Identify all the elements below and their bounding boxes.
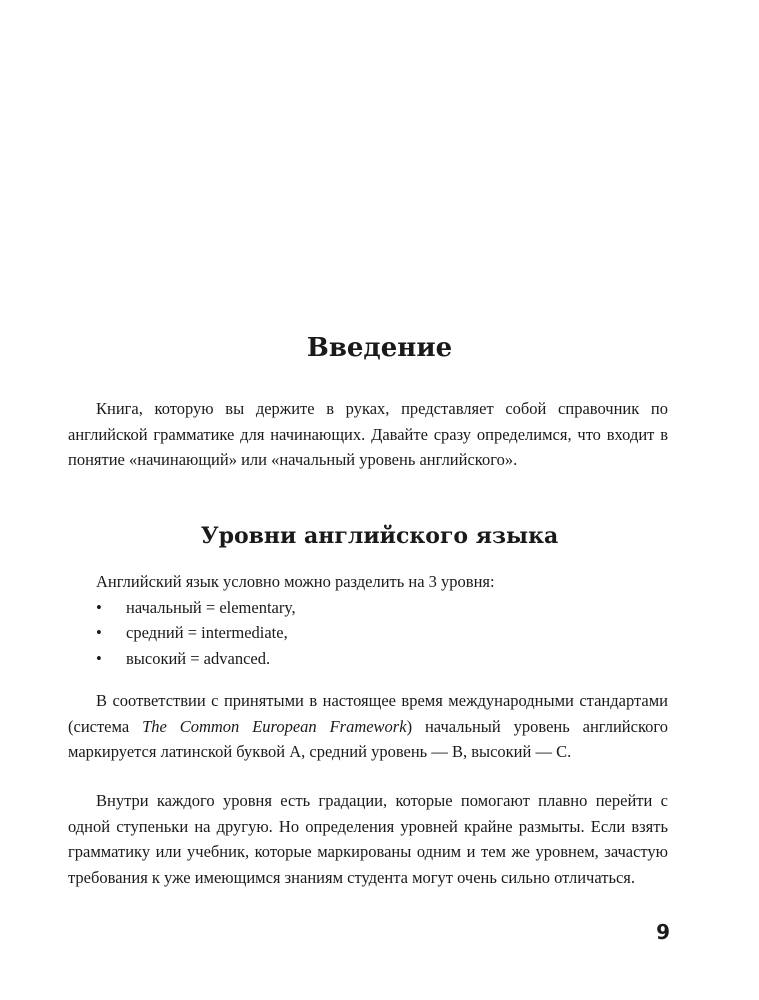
chapter-title: Введение [306,333,453,363]
bullet-icon: • [96,597,102,617]
bullet-icon: • [96,648,102,668]
standards-paragraph [68,688,668,765]
gradations-paragraph: Внутри каждого уровня есть градации, которые помогают плавно перейти с одной ступеньки на другую. Но определения уровней крайне размыты. Если взять грамматику или учебник, которые маркированы одним и тем же уровнем, зачастую требования к уже имеющимся знаниям студента могут очень сильно отличаться. [68,791,668,887]
list-item [68,620,668,646]
level-elementary: начальный = elementary, [126,597,296,617]
list-item [68,595,668,621]
level-advanced: высокий = advanced. [126,648,271,668]
levels-intro: Английский язык условно можно разделить на 3 уровня: [96,572,495,591]
standards-text-before: В соответствии с принятыми в настоящее время международными стандартами (система [68,691,668,736]
standards-text-after: ) начальный уровень английского маркируется латинской буквой A, средний уровень — B, высокий — C. [68,716,668,761]
page-number: 9 [656,920,670,944]
levels-list [68,595,668,672]
list-item [68,646,668,672]
levels-block [68,569,668,671]
bullet-icon: • [96,623,102,642]
level-intermediate: средний = intermediate, [126,623,288,642]
section-title: Уровни английского языка [200,523,559,549]
intro-paragraph: Книга, которую вы держите в руках, представляет собой справочник по английской грамматике для начинающих. Давайте сразу определимся, что входит в понятие «начинающий» или «начальный уровень английского». [68,399,668,469]
framework-name: The Common European Framework [142,716,407,736]
